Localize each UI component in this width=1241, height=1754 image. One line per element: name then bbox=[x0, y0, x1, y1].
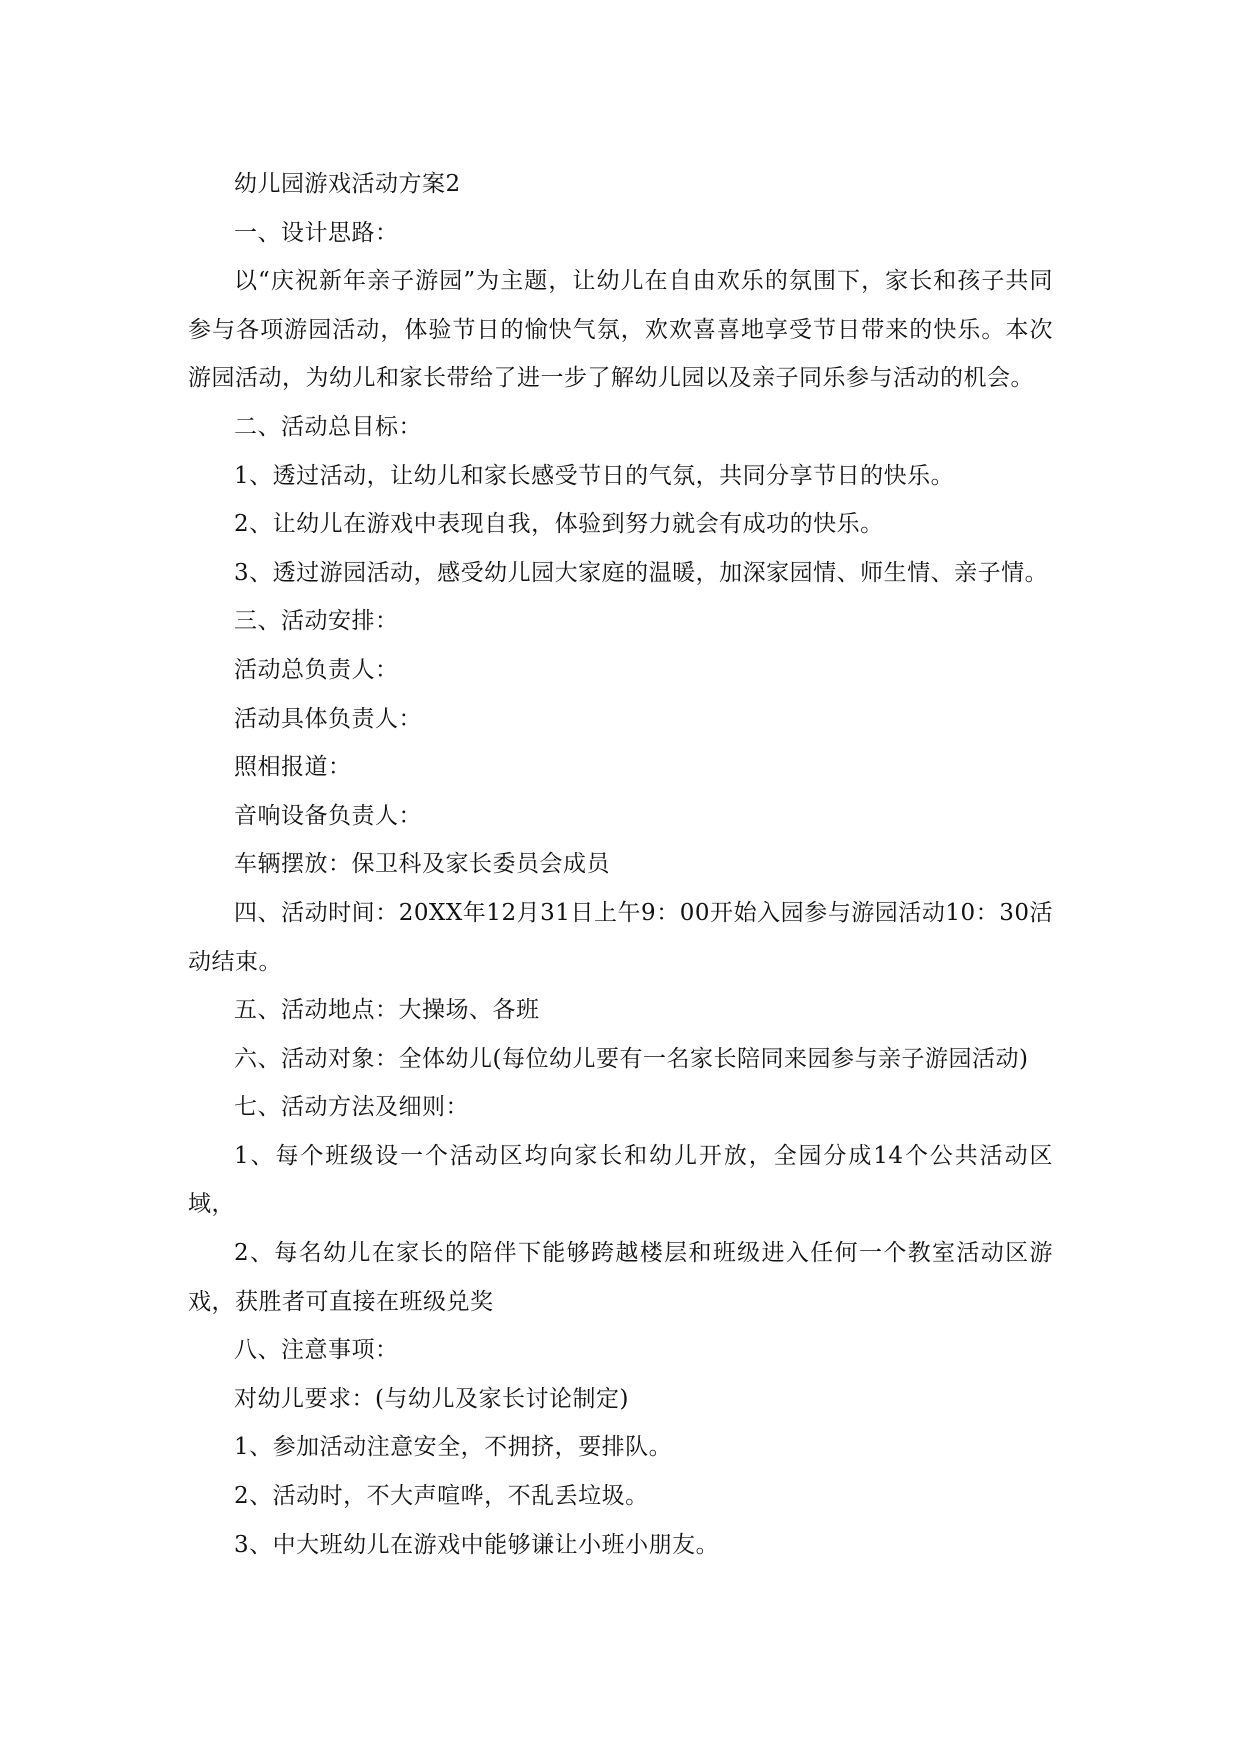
paragraph: 以“庆祝新年亲子游园”为主题，让幼儿在自由欢乐的氛围下，家长和孩子共同参与各项游园活动，体验节日的愉快气氛，欢欢喜喜地享受节日带来的快乐。本次游园活动，为幼儿和家长带给了进一步了解幼儿园以及亲子同乐参与活动的机会。 bbox=[188, 268, 1053, 392]
list-item: 1、每个班级设一个活动区均向家长和幼儿开放，全园分成14个公共活动区域， bbox=[188, 1142, 1053, 1218]
list-item: 3、中大班幼儿在游戏中能够谦让小班小朋友。 bbox=[234, 1531, 720, 1558]
document-body bbox=[188, 160, 1053, 1569]
paragraph: 活动具体负责人： bbox=[234, 705, 422, 732]
document-title: 幼儿园游戏活动方案2 bbox=[234, 171, 461, 197]
section-heading: 三、活动安排： bbox=[234, 608, 399, 635]
section-heading: 七、活动方法及细则： bbox=[234, 1094, 469, 1121]
section-heading: 六、活动对象：全体幼儿(每位幼儿要有一名家长陪同来园参与亲子游园活动) bbox=[234, 1045, 1029, 1072]
paragraph: 对幼儿要求：(与幼儿及家长讨论制定) bbox=[234, 1385, 629, 1412]
section-heading: 四、活动时间：20XX年12月31日上午9：00开始入园参与游园活动10：30活动结束。 bbox=[188, 899, 1053, 975]
paragraph: 车辆摆放：保卫科及家长委员会成员 bbox=[234, 851, 610, 878]
list-item: 2、让幼儿在游戏中表现自我，体验到努力就会有成功的快乐。 bbox=[234, 511, 884, 538]
paragraph: 活动总负责人： bbox=[234, 656, 399, 683]
list-item: 2、活动时，不大声喧哗，不乱丢垃圾。 bbox=[234, 1483, 649, 1510]
section-heading: 八、注意事项： bbox=[234, 1337, 399, 1364]
list-item: 2、每名幼儿在家长的陪伴下能够跨越楼层和班级进入任何一个教室活动区游戏，获胜者可直接在班级兑奖 bbox=[188, 1240, 1053, 1315]
section-heading: 一、设计思路： bbox=[234, 219, 399, 246]
section-heading: 二、活动总目标： bbox=[234, 413, 422, 440]
list-item: 1、透过活动，让幼儿和家长感受节日的气氛，共同分享节日的快乐。 bbox=[234, 462, 955, 489]
paragraph: 照相报道： bbox=[234, 754, 352, 781]
list-item: 3、透过游园活动，感受幼儿园大家庭的温暖，加深家园情、师生情、亲子情。 bbox=[234, 559, 1049, 586]
paragraph: 音响设备负责人： bbox=[234, 802, 422, 829]
section-heading: 五、活动地点：大操场、各班 bbox=[234, 997, 540, 1024]
list-item: 1、参加活动注意安全，不拥挤，要排队。 bbox=[234, 1434, 673, 1461]
